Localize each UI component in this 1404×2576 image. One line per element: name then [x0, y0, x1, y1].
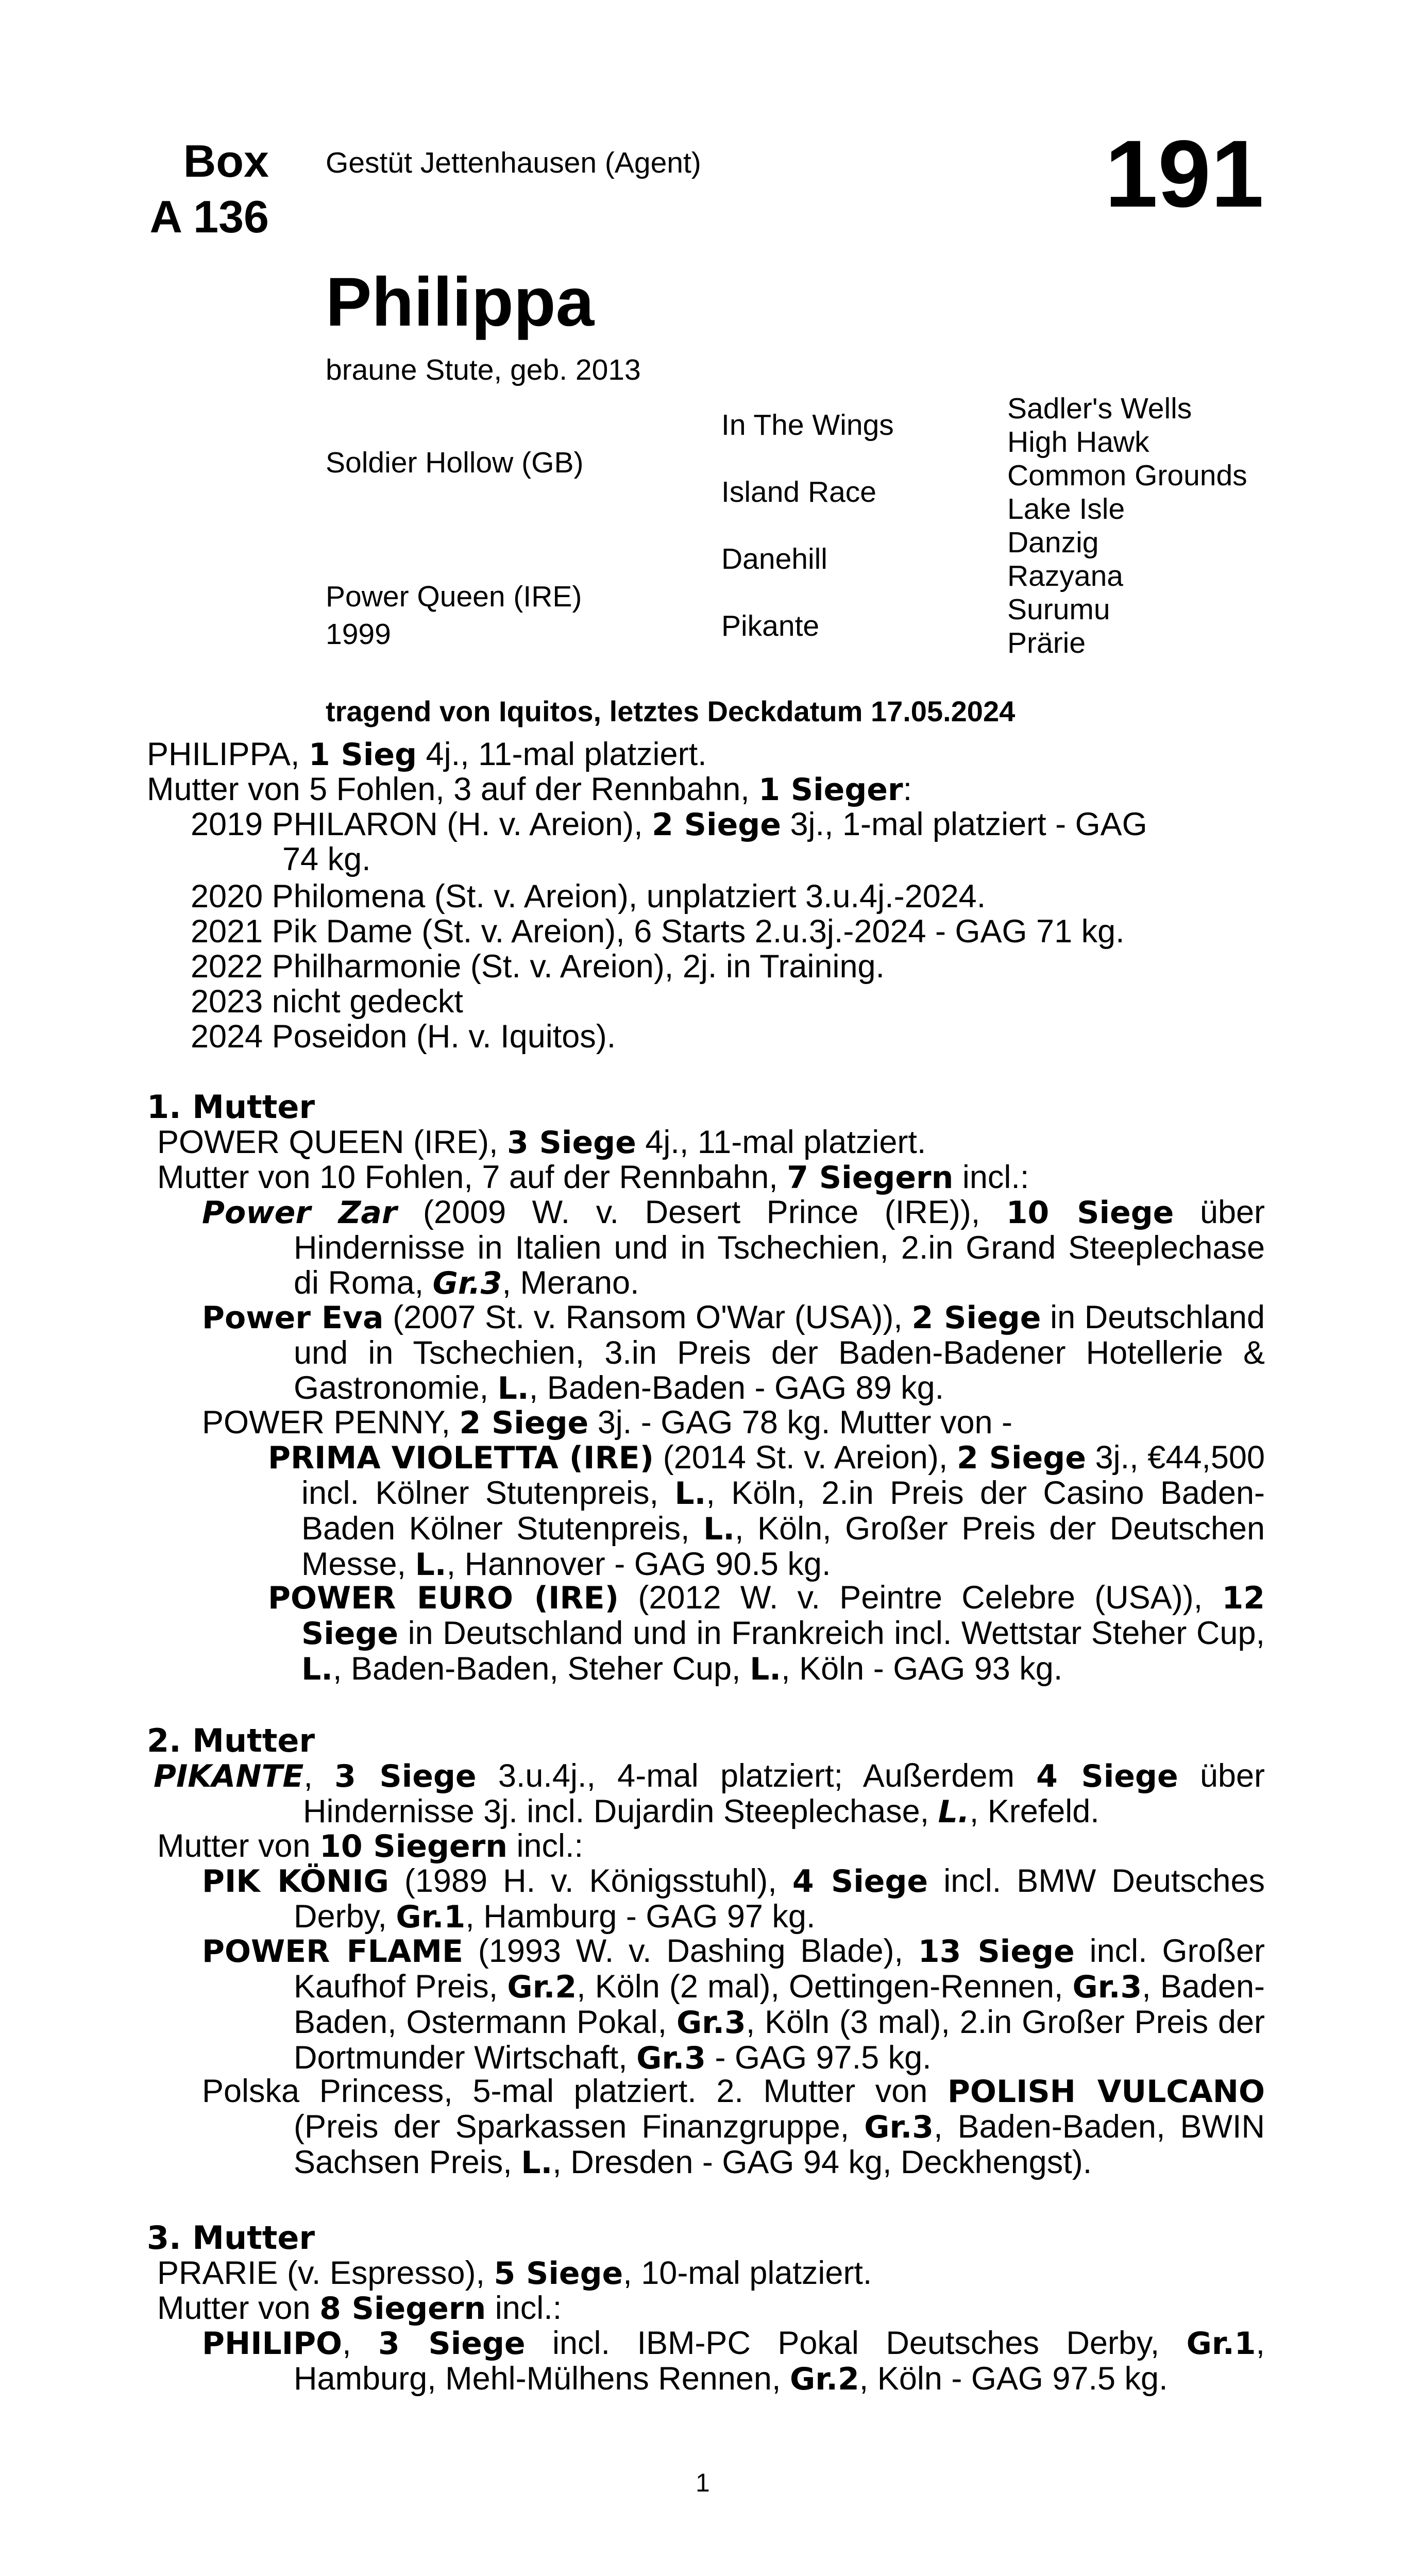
- dam1-power-eva: Power Eva (2007 St. v. Ransom O'War (USA)), 2 Siege in Deutschland und in Tschechien, 3.in Preis der Baden-Badener Hotellerie & Gastronomie, L., Baden-Baden - GAG 89 kg.: [202, 1299, 1265, 1406]
- pedigree-gen3: Prärie: [1007, 626, 1086, 659]
- produce-2019-cont: 74 kg.: [282, 841, 371, 877]
- dam3-line2: Mutter von 8 Siegern incl.:: [157, 2290, 562, 2327]
- pedigree-gen3: High Hawk: [1007, 426, 1149, 459]
- dam3-philipo: PHILIPO, 3 Siege incl. IBM-PC Pokal Deutsches Derby, Gr.1, Hamburg, Mehl-Mülhens Rennen, Gr.2, Köln - GAG 97.5 kg.: [202, 2325, 1265, 2397]
- consignor: Gestüt Jettenhausen (Agent): [326, 146, 701, 179]
- dam2-pik-konig: PIK KÖNIG (1989 H. v. Königsstuhl), 4 Siege incl. BMW Deutsches Derby, Gr.1, Hamburg - GAG 97 kg.: [202, 1863, 1265, 1935]
- dam1-line2: Mutter von 10 Fohlen, 7 auf der Rennbahn, 7 Siegern incl.:: [157, 1159, 1029, 1196]
- dam1-power-zar: Power Zar (2009 W. v. Desert Prince (IRE)), 10 Siege über Hindernisse in Italien und in Tschechien, 2.in Grand Steeplechase di Roma, Gr.3, Merano.: [202, 1194, 1265, 1301]
- pedigree-gen3: Surumu: [1007, 593, 1110, 626]
- produce-2019: 2019 PHILARON (H. v. Areion), 2 Siege 3j., 1-mal platziert - GAG: [191, 806, 1147, 843]
- pedigree-sire: Soldier Hollow (GB): [326, 446, 584, 479]
- produce-intro-2: Mutter von 5 Fohlen, 3 auf der Rennbahn, 1 Sieger:: [147, 771, 912, 808]
- dam3-line1: PRARIE (v. Espresso), 5 Siege, 10-mal platziert.: [157, 2255, 872, 2292]
- covering-note: tragend von Iquitos, letztes Deckdatum 17.05.2024: [326, 695, 1016, 727]
- produce-2021: 2021 Pik Dame (St. v. Areion), 6 Starts 2.u.3j.-2024 - GAG 71 kg.: [191, 913, 1125, 950]
- dam2-line2: Mutter von 10 Siegern incl.:: [157, 1828, 583, 1865]
- pedigree-gen2: Danehill: [721, 543, 827, 575]
- horse-description: braune Stute, geb. 2013: [326, 353, 641, 386]
- page-number: 1: [696, 2468, 710, 2497]
- pedigree-gen3: Lake Isle: [1007, 493, 1125, 526]
- dam1-prima-violetta: PRIMA VIOLETTA (IRE) (2014 St. v. Areion), 2 Siege 3j., €44,500 incl. Kölner Stutenpreis, L., Köln, 2.in Preis der Casino Baden-Baden Kölner Stutenpreis, L., Köln, Großer Preis der Deutschen Messe, L., Hannover - GAG 90.5 kg.: [268, 1439, 1265, 1583]
- dam2-power-flame: POWER FLAME (1993 W. v. Dashing Blade), 13 Siege incl. Großer Kaufhof Preis, Gr.2, Köln (2 mal), Oettingen-Rennen, Gr.3, Baden-Baden, Ostermann Pokal, Gr.3, Köln (3 mal), 2.in Großer Preis der Dortmunder Wirtschaft, Gr.3 - GAG 97.5 kg.: [202, 1933, 1265, 2076]
- pedigree-gen3: Common Grounds: [1007, 459, 1247, 492]
- pedigree-gen2: Island Race: [721, 476, 877, 509]
- dam1-heading: 1. Mutter: [147, 1088, 315, 1126]
- pedigree-dam-year: 1999: [326, 618, 391, 651]
- pedigree-gen2: Pikante: [721, 609, 820, 642]
- produce-intro-1: PHILIPPA, 1 Sieg 4j., 11-mal platziert.: [147, 736, 707, 773]
- pedigree-gen2: In The Wings: [721, 409, 894, 442]
- box-number: A 136: [149, 191, 269, 242]
- horse-name: Philippa: [326, 264, 595, 341]
- pedigree-gen3: Sadler's Wells: [1007, 392, 1192, 425]
- produce-2020: 2020 Philomena (St. v. Areion), unplatziert 3.u.4j.-2024.: [191, 878, 986, 914]
- dam2-polska-princess: Polska Princess, 5-mal platziert. 2. Mutter von POLISH VULCANO (Preis der Sparkassen Finanzgruppe, Gr.3, Baden-Baden, BWIN Sachsen Preis, L., Dresden - GAG 94 kg, Deckhengst).: [202, 2073, 1265, 2181]
- pedigree-gen3: Razyana: [1007, 560, 1123, 592]
- dam1-line1: POWER QUEEN (IRE), 3 Siege 4j., 11-mal platziert.: [157, 1124, 926, 1161]
- produce-2022: 2022 Philharmonie (St. v. Areion), 2j. in Training.: [191, 948, 885, 985]
- box-label: Box: [183, 135, 269, 187]
- pedigree-dam: Power Queen (IRE): [326, 580, 582, 613]
- dam2-heading: 2. Mutter: [147, 1722, 315, 1759]
- dam3-heading: 3. Mutter: [147, 2219, 315, 2257]
- produce-2023: 2023 nicht gedeckt: [191, 984, 463, 1020]
- pedigree-gen3: Danzig: [1007, 526, 1099, 559]
- dam1-power-euro: POWER EURO (IRE) (2012 W. v. Peintre Celebre (USA)), 12 Siege in Deutschland und in Frankreich incl. Wettstar Steher Cup, L., Baden-Baden, Steher Cup, L., Köln - GAG 93 kg.: [268, 1580, 1265, 1687]
- produce-2024: 2024 Poseidon (H. v. Iquitos).: [191, 1019, 616, 1055]
- dam1-power-penny: POWER PENNY, 2 Siege 3j. - GAG 78 kg. Mutter von -: [202, 1404, 1013, 1441]
- dam2-pikante: PIKANTE, 3 Siege 3.u.4j., 4-mal platziert; Außerdem 4 Siege über Hindernisse 3j. incl. Dujardin Steeplechase, L., Krefeld.: [154, 1758, 1265, 1830]
- lot-number: 191: [1105, 121, 1264, 227]
